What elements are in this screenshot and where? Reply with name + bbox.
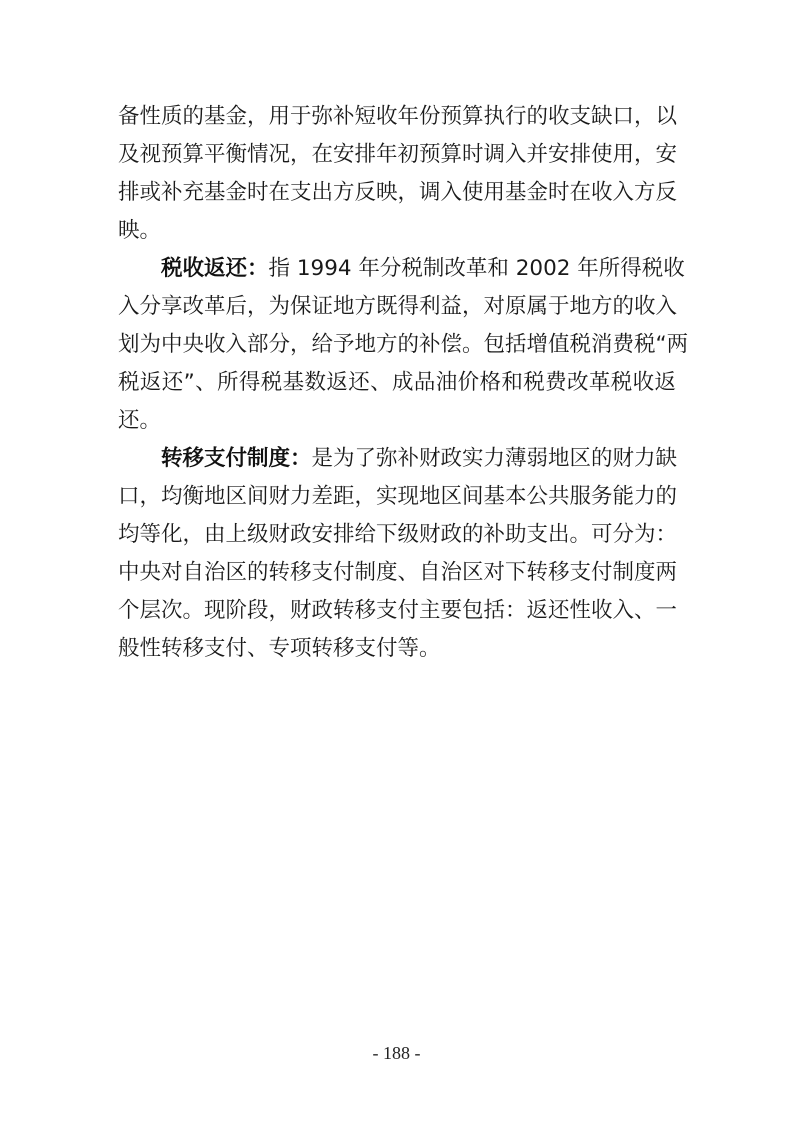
text-line: 划为中央收入部分，给予地方的补偿。包括增值税消费税“两 bbox=[118, 332, 689, 357]
text-line: 个层次。现阶段，财政转移支付主要包括：返还性收入、一 bbox=[118, 598, 678, 623]
body-text bbox=[118, 98, 689, 668]
term-tax-rebate: 税收返还： bbox=[161, 256, 269, 281]
paragraph-tax-rebate bbox=[118, 250, 689, 440]
text-line: 均等化，由上级财政安排给下级财政的补助支出。可分为： bbox=[118, 522, 678, 547]
paragraph-transfer-payment bbox=[118, 440, 676, 668]
definition-start: 是为了弥补财政实力薄弱地区的财力缺 bbox=[311, 446, 678, 471]
term-transfer-payment: 转移支付制度： bbox=[161, 446, 312, 471]
page-number: - 188 - bbox=[372, 1043, 421, 1063]
text-line bbox=[118, 440, 676, 478]
text-line: 及视预算平衡情况，在安排年初预算时调入并安排使用，安 bbox=[118, 142, 678, 167]
text-line: 备性质的基金，用于弥补短收年份预算执行的收支缺口，以 bbox=[118, 104, 678, 129]
text-line: 般性转移支付、专项转移支付等。 bbox=[118, 636, 441, 661]
text-line: 入分享改革后，为保证地方既得利益，对原属于地方的收入 bbox=[118, 294, 678, 319]
text-line: 中央对自治区的转移支付制度、自治区对下转移支付制度两 bbox=[118, 560, 678, 585]
definition-start: 指 1994 年分税制改革和 2002 年所得税收 bbox=[268, 256, 685, 281]
text-line: 口，均衡地区间财力差距，实现地区间基本公共服务能力的 bbox=[118, 484, 678, 509]
text-line: 排或补充基金时在支出方反映，调入使用基金时在收入方反 bbox=[118, 180, 678, 205]
text-line: 还。 bbox=[118, 408, 162, 433]
text-line bbox=[118, 250, 685, 288]
text-line: 税返还”、所得税基数返还、成品油价格和税费改革税收返 bbox=[118, 370, 676, 395]
text-line: 映。 bbox=[118, 218, 162, 243]
paragraph-fund-continued bbox=[118, 98, 676, 250]
